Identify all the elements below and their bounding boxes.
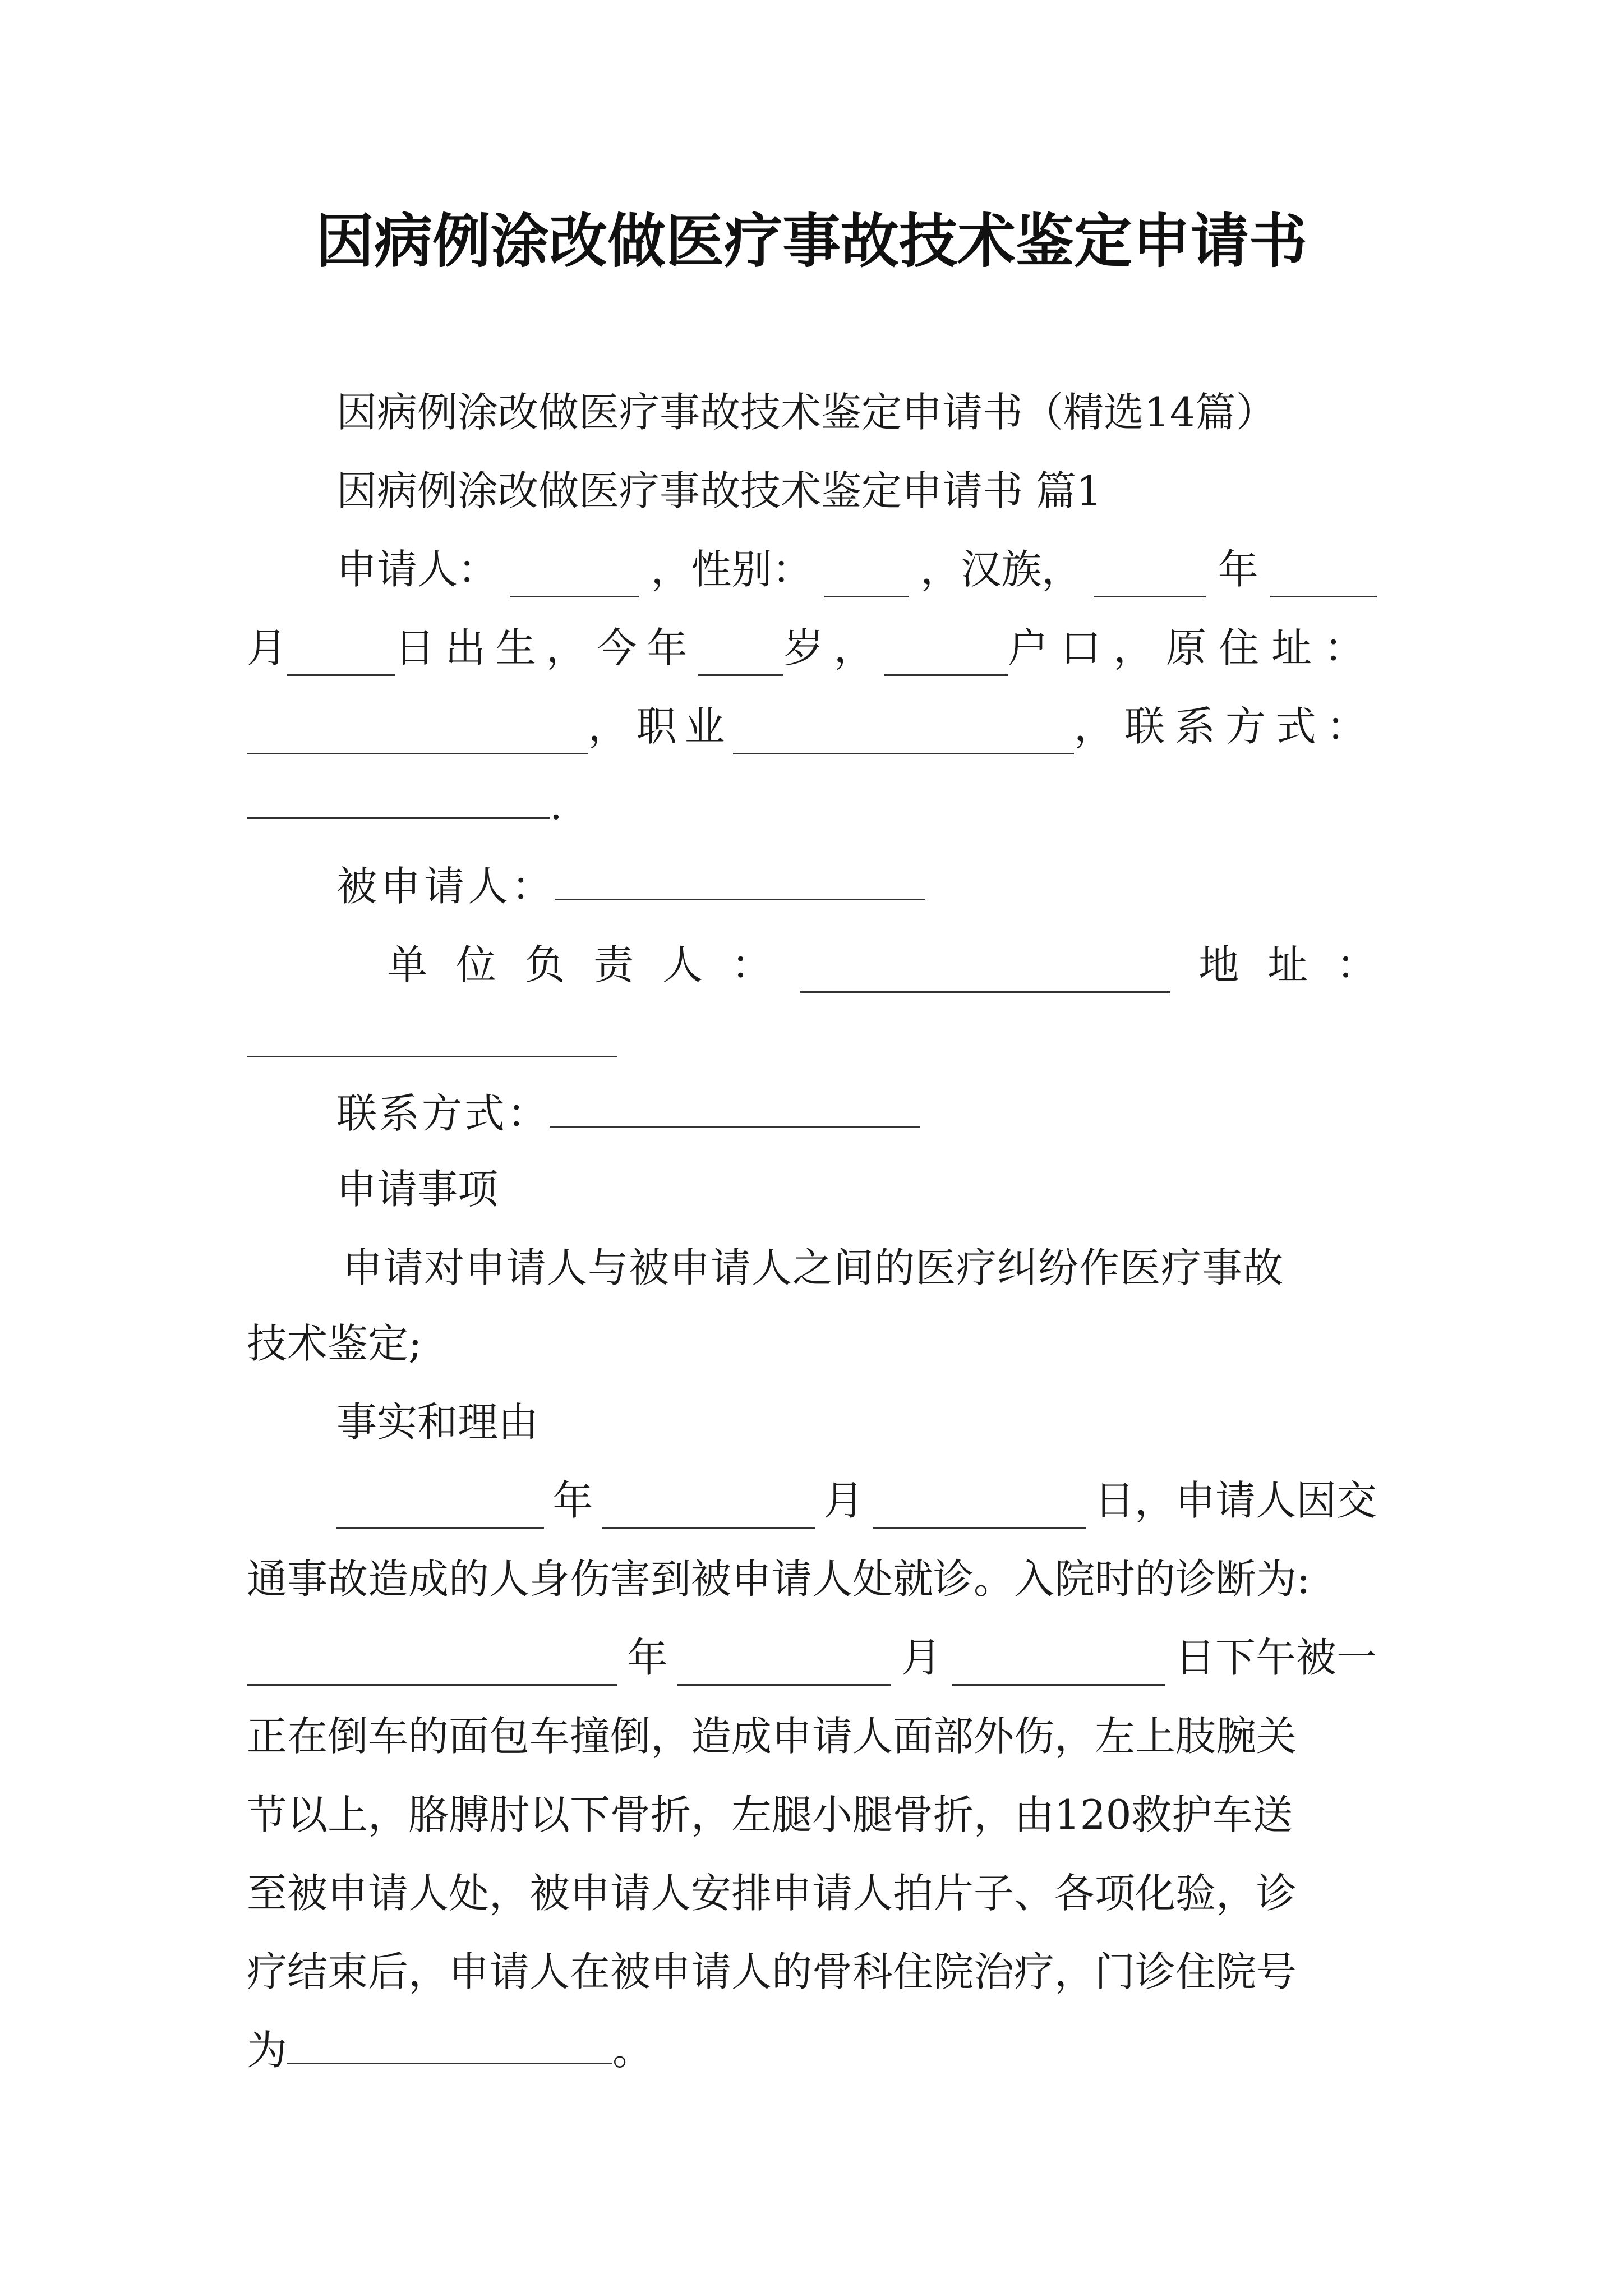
ethnicity-label: ，汉族，	[920, 546, 1082, 593]
applicant-line-4	[247, 777, 562, 833]
occupation-blank	[733, 714, 1074, 754]
occupation-label: ，职业	[588, 703, 733, 750]
gender-blank	[824, 556, 909, 597]
contact-label: ，联系方式：	[1073, 703, 1377, 750]
month-label: 月	[247, 624, 288, 671]
birth-year-blank	[1094, 556, 1206, 597]
facts-line-2: 通事故造成的人身伤害到被申请人处就诊。入院时的诊断为:	[247, 1556, 1311, 1603]
respondent-label: 被申请人：	[336, 863, 556, 910]
gender-label: ，性别：	[651, 546, 813, 593]
applicant-line-1	[336, 541, 1377, 597]
respondent-contact-line	[336, 1085, 920, 1142]
diagnosis-blank	[247, 1645, 617, 1686]
registry-label: 户口，原住址：	[1007, 624, 1377, 671]
respondent-contact-label: 联系方式：	[336, 1090, 550, 1137]
facts-line3-year: 年	[627, 1634, 668, 1681]
respondent-contact-blank	[550, 1087, 920, 1128]
address-blank	[247, 714, 588, 754]
section-heading: 因病例涂改做医疗事故技术鉴定申请书 篇1	[336, 467, 1102, 514]
facts-heading: 事实和理由	[336, 1398, 539, 1446]
document-title: 因病例涂改做医疗事故技术鉴定申请书	[315, 207, 1307, 275]
admission-number-blank	[287, 2023, 612, 2064]
address-char: 址	[1267, 941, 1308, 988]
facts-line3-month: 月	[901, 1634, 942, 1681]
age-label: 岁，	[783, 624, 884, 671]
facts-line-3	[247, 1630, 1377, 1686]
subtitle: 因病例涂改做医疗事故技术鉴定申请书（精选14篇）	[336, 389, 1276, 436]
unit-head-char: 单	[387, 941, 428, 988]
request-line-1: 申请对申请人与被申请人之间的医疗纠纷作医疗事故	[342, 1244, 1284, 1291]
unit-head-char: 责	[593, 941, 634, 988]
applicant-label: 申请人：	[336, 546, 499, 593]
facts-line-8	[247, 2022, 653, 2078]
facts-line8-prefix: 为	[247, 2027, 288, 2074]
applicant-line-2	[247, 620, 1377, 676]
unit-head-line	[387, 937, 1377, 993]
registry-blank	[884, 635, 1008, 676]
request-heading: 申请事项	[336, 1166, 499, 1213]
unit-head-blank	[800, 952, 1170, 993]
facts-line3-tail: 日下午被一	[1174, 1634, 1377, 1681]
born-label: 日出生，今年	[394, 624, 698, 671]
unit-head-char: 位	[455, 941, 496, 988]
applicant-line-3	[247, 698, 1377, 754]
unit-head-char: ：	[731, 941, 772, 988]
respondent-address-line	[247, 1015, 617, 1071]
respondent-blank	[555, 859, 925, 900]
birth-day-blank	[287, 635, 395, 676]
address-char: 地	[1198, 941, 1239, 988]
unit-head-char: 负	[524, 941, 565, 988]
facts-year: 年	[552, 1477, 593, 1524]
facts-month: 月	[823, 1477, 864, 1524]
incident-day-blank	[873, 1488, 1086, 1529]
facts-line-4: 正在倒车的面包车撞倒，造成申请人面部外伤，左上肢腕关	[247, 1713, 1297, 1760]
birth-month-blank	[1270, 556, 1377, 597]
request-line-2: 技术鉴定;	[247, 1320, 422, 1367]
year-label: 年	[1218, 546, 1258, 593]
facts-line-1	[336, 1473, 1377, 1529]
accident-month-blank	[677, 1645, 891, 1686]
facts-line-5: 节以上，胳膊肘以下骨折，左腿小腿骨折，由120救护车送	[247, 1791, 1293, 1838]
applicant-name-blank	[510, 556, 639, 597]
respondent-address-blank	[247, 1016, 617, 1057]
facts-line8-end: 。	[612, 2027, 653, 2074]
facts-line-7: 疗结束后，申请人在被申请人的骨科住院治疗，门诊住院号	[247, 1948, 1297, 1995]
address-char: ：	[1336, 941, 1377, 988]
facts-line-6: 至被申请人处，被申请人安排申请人拍片子、各项化验，诊	[247, 1870, 1297, 1917]
incident-year-blank	[336, 1488, 544, 1529]
age-blank	[698, 635, 783, 676]
respondent-line	[336, 858, 925, 914]
applicant-end: .	[550, 781, 562, 829]
contact-blank	[247, 778, 550, 819]
facts-day-text: 日，申请人因交	[1094, 1477, 1377, 1524]
incident-month-blank	[602, 1488, 815, 1529]
unit-head-char: 人	[662, 941, 703, 988]
accident-day-blank	[952, 1645, 1165, 1686]
